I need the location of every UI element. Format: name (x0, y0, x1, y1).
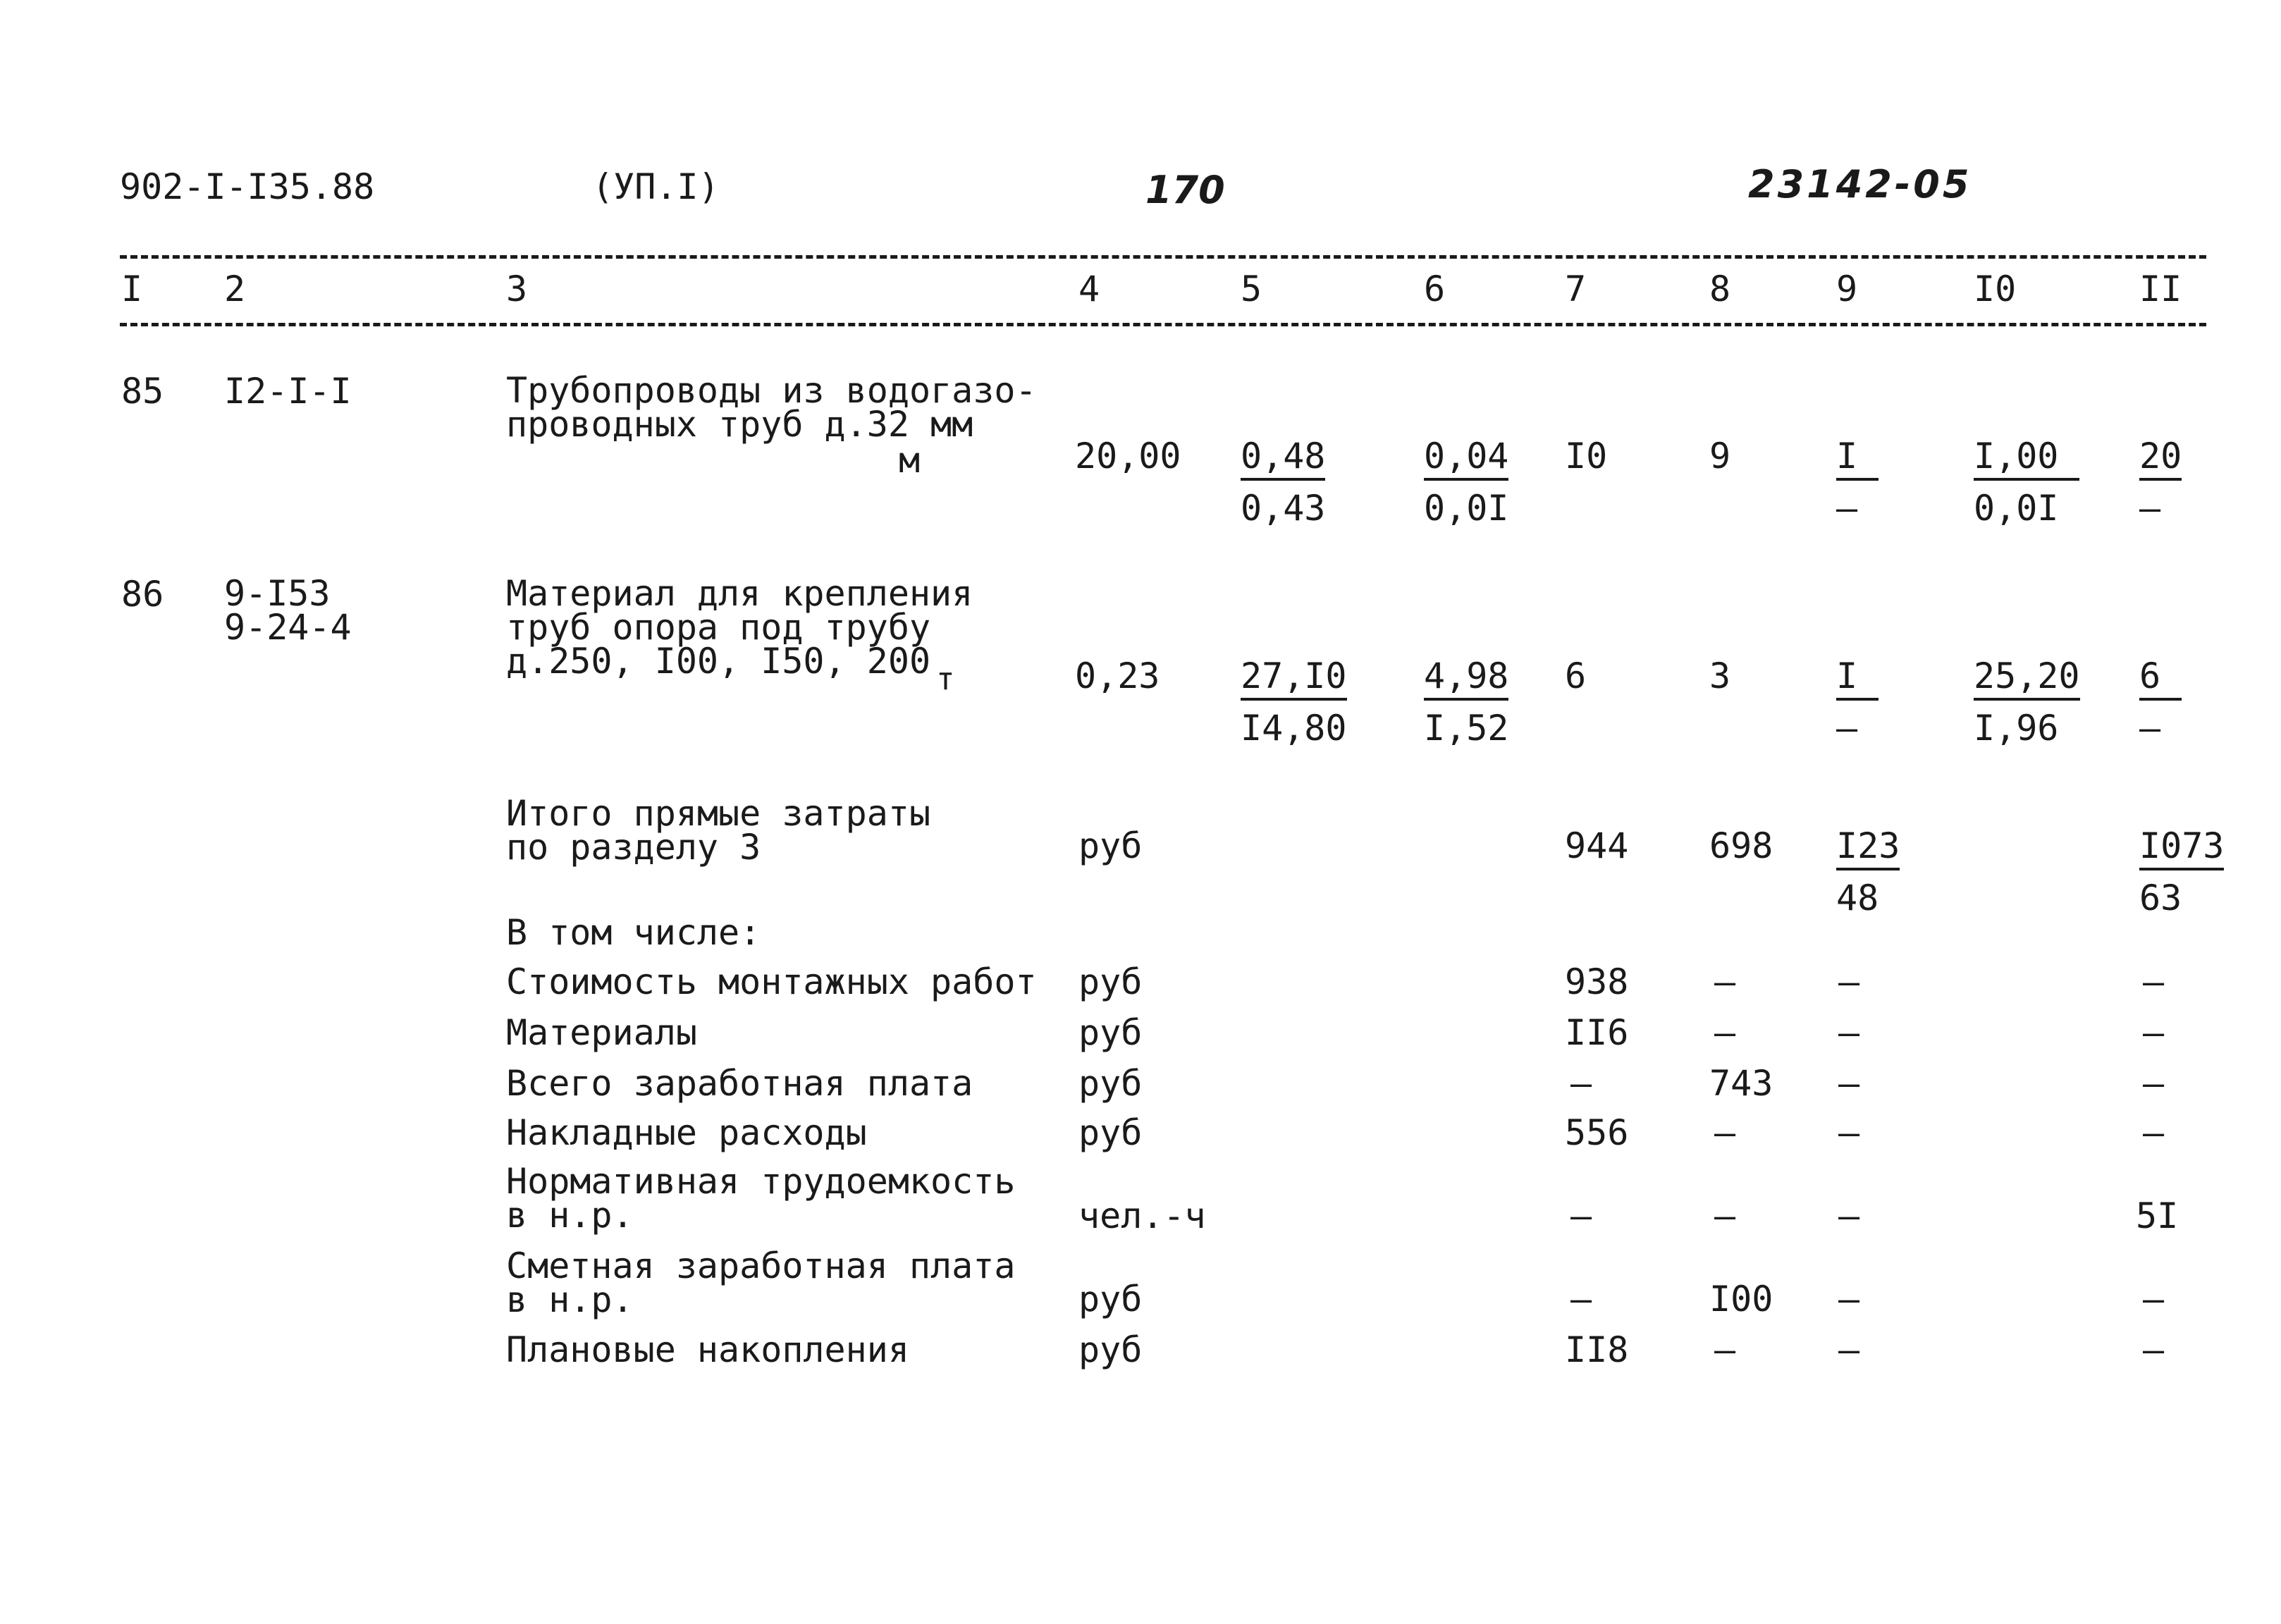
breakdown-col11: – (2143, 1012, 2165, 1053)
breakdown-col7: II8 (1565, 1329, 1629, 1370)
total-unit: руб (1078, 825, 1143, 866)
breakdown-label (506, 1161, 1016, 1236)
item-85-name-line: проводных труб д.32 мм (506, 404, 973, 445)
item-86-col7: 6 (1565, 656, 1587, 696)
item-86-col5 (1241, 656, 1347, 749)
item-86-name-line: Материал для крепления (506, 573, 973, 614)
item-86-col5-top: 27,I0 (1241, 658, 1347, 701)
item-86-code-line: 9-I53 (224, 573, 331, 614)
total-col11 (2139, 825, 2225, 918)
item-85-col8: 9 (1709, 436, 1731, 476)
breakdown-col11: – (2143, 1112, 2165, 1153)
item-86-name (506, 573, 973, 682)
header-rule-bottom (120, 323, 2206, 326)
including-label: В том числе: (506, 912, 761, 953)
item-85-col10-top: I,00 (1974, 438, 2079, 481)
item-85-col9-top: I (1836, 438, 1879, 481)
item-86-col10 (1974, 656, 2080, 749)
item-85-number: 85 (121, 371, 164, 412)
item-86-qty: 0,23 (1075, 656, 1160, 696)
breakdown-col7: – (1570, 1063, 1592, 1104)
col-header-6: 6 (1424, 269, 1446, 309)
total-label (506, 793, 931, 868)
item-85-col5 (1241, 436, 1326, 529)
breakdown-col9: – (1838, 1329, 1860, 1370)
item-86-col9 (1836, 656, 1879, 749)
item-85-col11 (2139, 436, 2182, 529)
breakdown-label: Накладные расходы (506, 1112, 867, 1153)
item-85-col7: I0 (1565, 436, 1608, 476)
col-header-2: 2 (224, 269, 246, 309)
item-86-col9-top: I (1836, 658, 1879, 701)
breakdown-col11: – (2143, 1329, 2165, 1370)
item-85-col6-bottom: 0,0I (1424, 488, 1509, 529)
breakdown-col7: 556 (1565, 1112, 1629, 1153)
registration-number: 23142-05 (1748, 162, 1972, 207)
page-number: 170 (1145, 168, 1225, 212)
breakdown-col11: 5I (2136, 1195, 2179, 1236)
breakdown-unit: руб (1078, 1012, 1143, 1053)
item-86-col6-top: 4,98 (1424, 658, 1508, 701)
total-col7: 944 (1565, 825, 1629, 866)
total-col9-top: I23 (1836, 828, 1900, 871)
item-86-col8: 3 (1709, 656, 1731, 696)
doc-code: 902-I-I35.88 (120, 166, 375, 207)
breakdown-unit: руб (1078, 961, 1143, 1002)
item-85-col9-bottom: – (1836, 488, 1858, 529)
total-col9 (1836, 825, 1900, 918)
total-col11-bottom: 63 (2139, 878, 2182, 918)
breakdown-col7: – (1570, 1279, 1592, 1320)
breakdown-unit: руб (1078, 1279, 1143, 1320)
item-85-col6-top: 0,04 (1424, 438, 1508, 481)
total-col9-bottom: 48 (1836, 878, 1879, 918)
col-header-10: I0 (1974, 269, 2017, 309)
item-86-col6-bottom: I,52 (1424, 708, 1509, 749)
breakdown-col11: – (2143, 961, 2165, 1002)
item-86-col5-bottom: I4,80 (1241, 708, 1347, 749)
breakdown-col11: – (2143, 1279, 2165, 1320)
breakdown-label-line: в н.р. (506, 1195, 634, 1236)
item-85-col11-top: 20 (2139, 438, 2182, 481)
breakdown-col8: 743 (1709, 1063, 1773, 1104)
breakdown-label-line: Сметная заработная плата (506, 1245, 1016, 1286)
item-86-code-line: 9-24-4 (224, 607, 352, 648)
breakdown-col8: – (1714, 1112, 1736, 1153)
item-85-unit: м (899, 440, 921, 481)
item-85-col10 (1974, 436, 2079, 529)
col-header-3: 3 (506, 269, 528, 309)
total-col8: 698 (1709, 825, 1773, 866)
breakdown-col8: I00 (1709, 1279, 1773, 1320)
item-85-col9 (1836, 436, 1879, 529)
breakdown-col9: – (1838, 961, 1860, 1002)
item-86-col11-bottom: – (2139, 708, 2161, 749)
item-86-col11 (2139, 656, 2182, 749)
item-85-name (506, 370, 1037, 445)
breakdown-col11: – (2143, 1063, 2165, 1104)
item-85-col5-top: 0,48 (1241, 438, 1325, 481)
breakdown-col8: – (1714, 1012, 1736, 1053)
col-header-5: 5 (1241, 269, 1262, 309)
item-85-col5-bottom: 0,43 (1241, 488, 1326, 529)
total-col11-top: I073 (2139, 828, 2224, 871)
col-header-4: 4 (1078, 269, 1100, 309)
breakdown-col8: – (1714, 1195, 1736, 1236)
total-label-line: Итого прямые затраты (506, 793, 931, 834)
breakdown-label-line: Нормативная трудоемкость (506, 1161, 1016, 1202)
item-85-code: I2-I-I (224, 371, 352, 412)
breakdown-col7: – (1570, 1195, 1592, 1236)
breakdown-label-line: в н.р. (506, 1279, 634, 1320)
col-header-11: II (2139, 269, 2182, 309)
breakdown-col9: – (1838, 1195, 1860, 1236)
breakdown-label: Всего заработная плата (506, 1063, 973, 1104)
breakdown-unit: чел.-ч (1078, 1195, 1206, 1236)
item-86-col6 (1424, 656, 1509, 749)
col-header-1: I (121, 269, 143, 309)
section-code: (УП.I) (592, 166, 720, 207)
breakdown-col9: – (1838, 1279, 1860, 1320)
item-86-col11-top: 6 (2139, 658, 2182, 701)
breakdown-label (506, 1245, 1016, 1320)
breakdown-col7: II6 (1565, 1012, 1629, 1053)
breakdown-col8: – (1714, 961, 1736, 1002)
breakdown-col8: – (1714, 1329, 1736, 1370)
item-86-col10-top: 25,20 (1974, 658, 2080, 701)
col-header-7: 7 (1565, 269, 1587, 309)
breakdown-unit: руб (1078, 1329, 1143, 1370)
breakdown-col9: – (1838, 1012, 1860, 1053)
col-header-9: 9 (1836, 269, 1858, 309)
item-85-col10-bottom: 0,0I (1974, 488, 2059, 529)
col-header-8: 8 (1709, 269, 1731, 309)
total-label-line: по разделу 3 (506, 827, 761, 868)
item-86-code (224, 573, 352, 648)
header-rule-top (120, 255, 2206, 259)
breakdown-col7: 938 (1565, 961, 1629, 1002)
item-85-col6 (1424, 436, 1509, 529)
item-85-name-line: Трубопроводы из водогазо- (506, 370, 1037, 411)
item-86-unit: т (936, 661, 955, 697)
breakdown-label: Плановые накопления (506, 1329, 909, 1370)
item-86-col10-bottom: I,96 (1974, 708, 2059, 749)
item-86-col9-bottom: – (1836, 708, 1858, 749)
item-86-name-line: д.250, I00, I50, 200 (506, 641, 931, 682)
item-86-number: 86 (121, 574, 164, 615)
breakdown-label: Стоимость монтажных работ (506, 961, 1037, 1002)
breakdown-col9: – (1838, 1063, 1860, 1104)
breakdown-label: Материалы (506, 1012, 697, 1053)
item-85-col11-bottom: – (2139, 488, 2161, 529)
breakdown-col9: – (1838, 1112, 1860, 1153)
item-85-qty: 20,00 (1075, 436, 1181, 476)
item-86-name-line: труб опора под трубу (506, 607, 931, 648)
breakdown-unit: руб (1078, 1063, 1143, 1104)
breakdown-unit: руб (1078, 1112, 1143, 1153)
